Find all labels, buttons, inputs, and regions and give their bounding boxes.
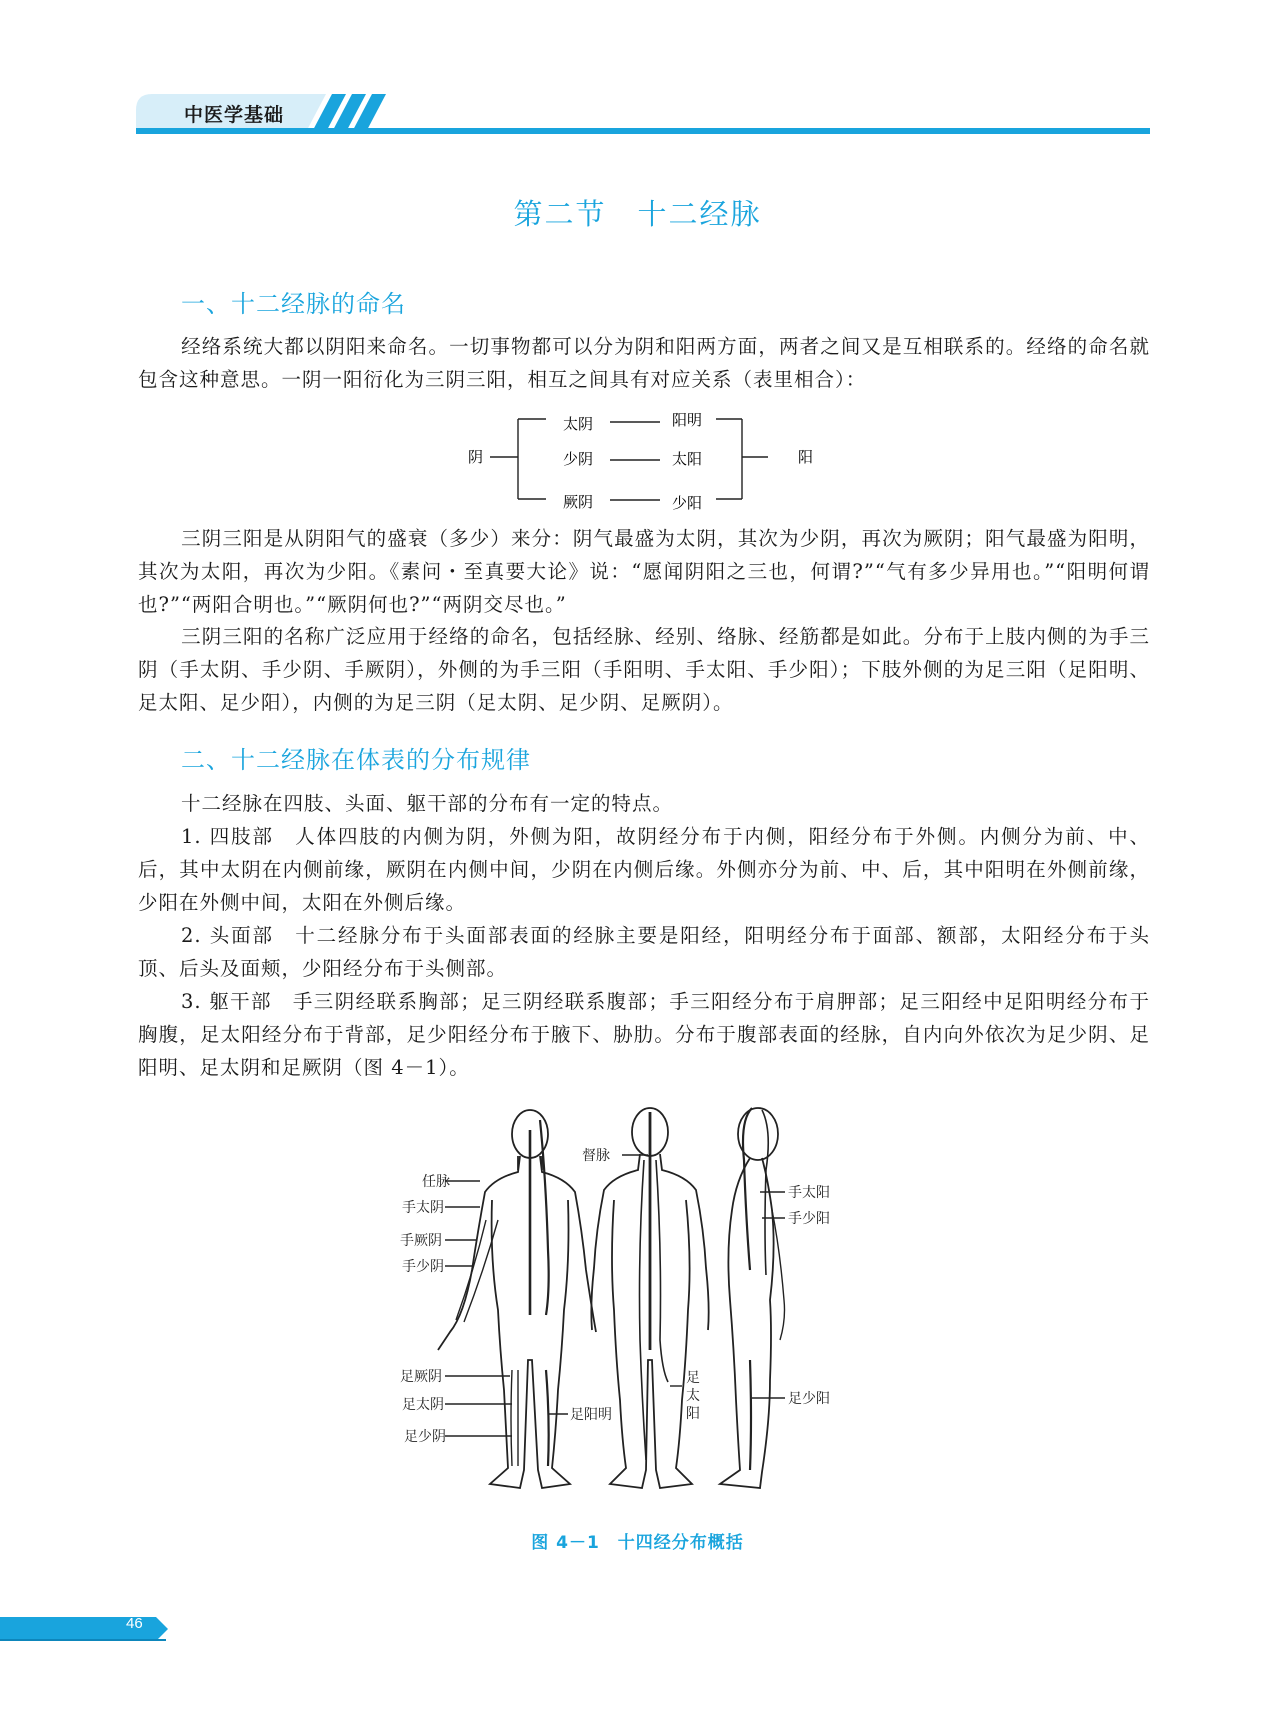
yin-yang-diagram bbox=[460, 404, 840, 524]
diagram-taiyin: 太阴 bbox=[563, 415, 594, 433]
back-body-illustration bbox=[591, 1108, 708, 1488]
side-body-illustration bbox=[720, 1108, 785, 1488]
diagram-yang-root: 阳 bbox=[798, 448, 814, 466]
section1-paragraph-1: 经络系统大都以阴阳来命名。一切事物都可以分为阴和阳两方面，两者之间又是互相联系的。经络的命名就包含这种意思。一阴一阳衍化为三阴三阳，相互之间具有对应关系（表里相合）： bbox=[138, 335, 1150, 391]
section2-item-2: 2. 头面部 十二经脉分布于头面部表面的经脉主要是阳经，阳明经分布于面部、额部，太阳经分布于头顶、后头及面颊，少阳经分布于头侧部。 bbox=[138, 924, 1150, 980]
section1-paragraph-2: 三阴三阳是从阴阳气的盛衰（多少）来分：阴气最盛为太阴，其次为少阴，再次为厥阴；阳气最盛为阳明，其次为太阳，再次为少阳。《素问・至真要大论》说：“愿闻阴阳之三也，何谓?”“气有多少异用也。”“阳明何谓也?”“两阳合明也。”“厥阴何也?”“两阴交尽也。” bbox=[138, 527, 1150, 616]
diagram-yangming: 阳明 bbox=[672, 411, 703, 429]
label-shoutaiyin: 手太阴 bbox=[402, 1200, 444, 1216]
label-zushaoyin: 足少阴 bbox=[404, 1429, 446, 1445]
diagram-taiyang: 太阳 bbox=[672, 450, 703, 468]
section2-heading: 二、十二经脉在体表的分布规律 bbox=[181, 746, 531, 774]
section1-paragraph-3: 三阴三阳的名称广泛应用于经络的命名，包括经脉、经别、络脉、经筋都是如此。分布于上肢内侧的为手三阴（手太阴、手少阴、手厥阴），外侧的为手三阳（手阳明、手太阳、手少阳）；下肢外侧的为足三阳（足阳明、足太阳、足少阳），内侧的为足三阴（足太阴、足少阴、足厥阴）。 bbox=[138, 625, 1150, 714]
section-title: 第二节 十二经脉 bbox=[513, 197, 762, 231]
label-shoushaoyin: 手少阴 bbox=[402, 1259, 444, 1275]
label-zutaiyang-2: 太 bbox=[686, 1388, 700, 1404]
label-zuyangming: 足阳明 bbox=[570, 1407, 612, 1423]
label-zutaiyang-3: 阳 bbox=[686, 1406, 700, 1422]
meridian-figure bbox=[400, 1100, 880, 1520]
front-body-illustration bbox=[438, 1110, 596, 1488]
diagram-yin-root: 阴 bbox=[468, 448, 484, 466]
label-shoutaiyang: 手太阳 bbox=[788, 1185, 830, 1201]
section1-heading: 一、十二经脉的命名 bbox=[181, 290, 406, 318]
figure-caption: 图 4－1 十四经分布概括 bbox=[531, 1533, 744, 1553]
label-zushaoyang: 足少阳 bbox=[788, 1391, 830, 1407]
label-shoujueyin: 手厥阴 bbox=[400, 1233, 442, 1249]
label-zutaiyang-1: 足 bbox=[686, 1370, 700, 1386]
page-number: 46 bbox=[126, 1615, 143, 1632]
diagram-shaoyin: 少阴 bbox=[563, 450, 594, 468]
label-renmai: 任脉 bbox=[422, 1174, 450, 1190]
diagram-shaoyang: 少阳 bbox=[672, 494, 703, 512]
diagram-jueyin: 厥阴 bbox=[563, 493, 594, 511]
header-rule bbox=[136, 128, 1150, 134]
book-title: 中医学基础 bbox=[184, 104, 285, 126]
section2-item-3: 3. 躯干部 手三阴经联系胸部；足三阴经联系腹部；手三阳经分布于肩胛部；足三阳经中足阳明经分布于胸腹，足太阳经分布于背部，足少阳经分布于腋下、胁肋。分布于腹部表面的经脉，自内向外依次为足少阴、足阳明、足太阴和足厥阴（图 4－1）。 bbox=[138, 990, 1150, 1079]
section2-item-1: 1. 四肢部 人体四肢的内侧为阴，外侧为阳，故阴经分布于内侧，阳经分布于外侧。内侧分为前、中、后，其中太阴在内侧前缘，厥阴在内侧中间，少阴在内侧后缘。外侧亦分为前、中、后，其中阳明在外侧前缘，少阳在外侧中间，太阳在外侧后缘。 bbox=[138, 825, 1150, 914]
label-zutaiyin: 足太阴 bbox=[402, 1397, 444, 1413]
label-zujueyin: 足厥阴 bbox=[400, 1369, 442, 1385]
section2-intro: 十二经脉在四肢、头面、躯干部的分布有一定的特点。 bbox=[181, 792, 674, 815]
footer-bar bbox=[0, 1617, 180, 1641]
label-dumai: 督脉 bbox=[582, 1148, 610, 1164]
label-shoushaoyang: 手少阳 bbox=[788, 1211, 830, 1227]
